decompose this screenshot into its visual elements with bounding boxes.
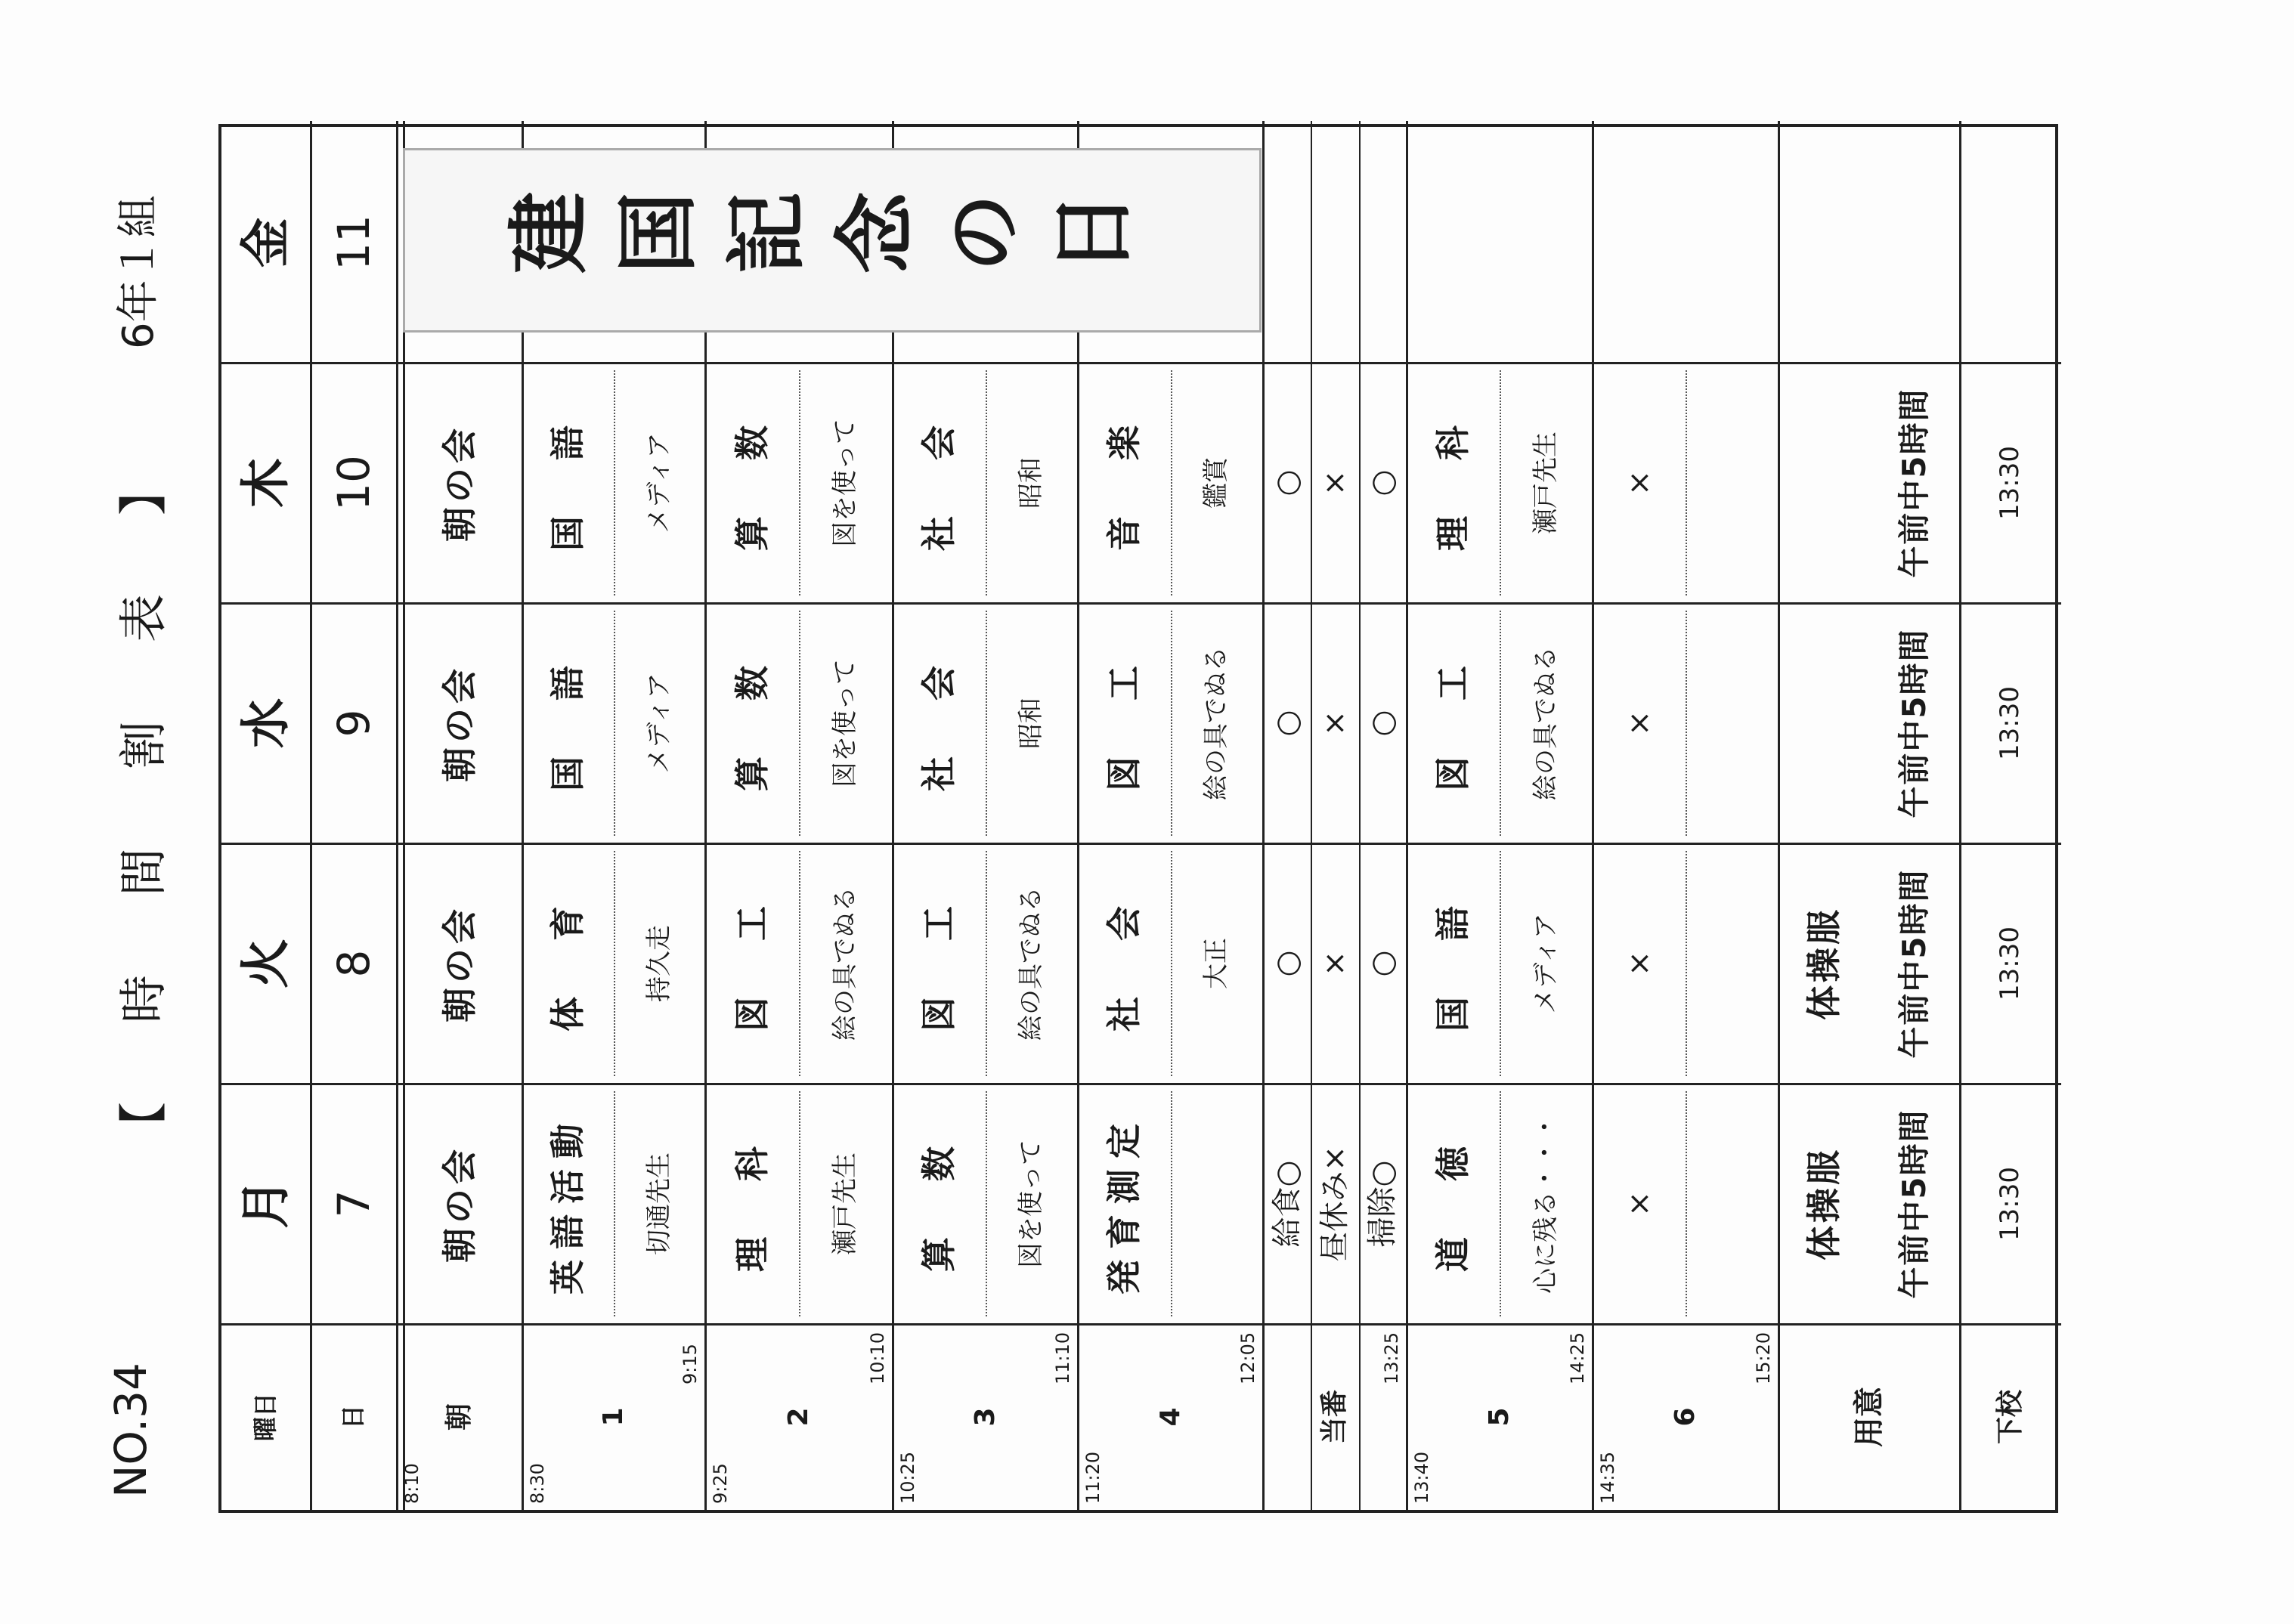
p1-note-mon: 切通先生 [643,1152,674,1255]
p2-subject-mon: 理 科 [731,1136,772,1272]
lunch-tue: ○ [1269,950,1305,977]
dismiss-thu: 13:30 [1995,446,2026,520]
period-label-p4: 4 [1154,1407,1186,1427]
p6-subject-thu: × [1621,470,1657,496]
date-label: 日 [339,1405,368,1430]
period-label-p3: 3 [969,1407,1001,1427]
p2-subject-thu: 算 数 [731,415,772,551]
p5-note-wed: 絵の具でぬる [1530,646,1561,800]
prep-2-mon: 午前中5時間 [1895,1109,1933,1299]
date-header-2: 9 [327,709,379,738]
date-header-1: 8 [327,949,379,978]
prep-1-mon: 体操服 [1803,1147,1844,1261]
recess-tue: × [1317,951,1352,976]
day-header-3: 木 [237,458,296,508]
period-start-morning: 8:10 [401,1463,423,1504]
date-header-3: 10 [327,455,379,511]
p5-subject-tue: 国 語 [1432,896,1474,1032]
p1-subject-wed: 国 語 [547,655,589,791]
p4-note-thu: 鑑賞 [1201,457,1232,509]
class-label: 6年１組 [114,195,163,349]
cleaning-wed: ○ [1365,710,1401,737]
p1-subject-mon: 英語活動 [547,1113,589,1295]
day-header-2: 水 [237,698,296,748]
prep-2-wed: 午前中5時間 [1895,628,1933,818]
prep-2-thu: 午前中5時間 [1895,388,1933,578]
rotated-timetable [105,124,2058,1513]
period-start-p6: 14:35 [1597,1451,1618,1504]
lunch-mon: 給食○ [1269,1160,1305,1248]
recess-mon: 昼休み× [1317,1146,1352,1262]
p2-note-wed: 図を使って [830,659,861,787]
doc-number: NO.34 [105,1363,156,1498]
morning-thu: 朝の会 [438,424,480,542]
dismiss-wed: 13:30 [1995,686,2026,760]
p6-subject-wed: × [1621,710,1657,736]
lunch-thu: ○ [1269,469,1305,496]
dismiss-mon: 13:30 [1995,1167,2026,1241]
p4-subject-mon: 発育測定 [1104,1113,1145,1295]
p4-subject-thu: 音 楽 [1104,415,1145,551]
period-start-p5: 13:40 [1411,1451,1432,1504]
duty-sub-line-1 [1311,121,1312,1510]
period-label-morning: 朝 [444,1403,475,1431]
prep-1-wed [1779,603,1869,843]
period-label-p1: 1 [598,1407,630,1427]
lunch-wed: ○ [1269,710,1305,737]
cleaning-tue: ○ [1365,950,1401,977]
p4-note-tue: 大正 [1201,938,1232,989]
p5-note-thu: 瀬戸先生 [1530,432,1561,534]
p3-subject-tue: 図 工 [918,896,960,1032]
period-label-duty: 当番 [1319,1390,1351,1445]
p1-note-wed: メディア [643,673,674,774]
timetable-title: 【 時 間 割 表 】 [116,452,172,1150]
cleaning-mon: 掃除○ [1365,1160,1401,1248]
period-label-p6: 6 [1670,1407,1701,1427]
p5-subject-thu: 理 科 [1432,415,1474,551]
p4-subject-tue: 社 会 [1104,896,1145,1032]
p1-note-tue: 持久走 [643,925,674,1002]
period-label-p2: 2 [783,1407,815,1427]
p6-subject-mon: × [1621,1191,1657,1217]
period-end-duty: 13:25 [1381,1332,1402,1384]
p6-note-mon [1686,1084,1779,1324]
period-end-p2: 10:10 [867,1332,888,1384]
p2-subject-wed: 算 数 [731,655,772,791]
prep-1-tue: 体操服 [1803,907,1844,1020]
period-label-dismiss: 下校 [1995,1390,2026,1445]
duty-sub-line-2 [1359,121,1361,1510]
p5-note-mon: 心に残る・・・ [1530,1114,1561,1294]
date-header-4: 11 [327,215,379,271]
day-header-4: 金 [237,218,296,268]
p1-note-thu: メディア [643,432,674,534]
recess-wed: × [1317,710,1352,736]
p6-note-wed [1686,603,1779,843]
day-header-0: 月 [237,1179,296,1229]
p3-subject-thu: 社 会 [918,415,960,551]
p2-subject-tue: 図 工 [731,896,772,1032]
day-label: 曜日 [251,1393,280,1442]
day-header-1: 火 [237,939,296,988]
date-header-0: 7 [327,1189,379,1218]
period-start-p1: 8:30 [527,1463,548,1504]
period-end-p1: 9:15 [680,1344,701,1384]
p1-subject-thu: 国 語 [547,415,589,551]
period-label-p5: 5 [1484,1407,1515,1427]
morning-wed: 朝の会 [438,664,480,782]
p3-subject-wed: 社 会 [918,655,960,791]
p3-subject-mon: 算 数 [918,1136,960,1272]
p3-note-mon: 図を使って [1016,1140,1047,1268]
p4-note-mon [1171,1084,1263,1324]
p2-note-tue: 絵の具でぬる [830,886,861,1041]
p6-subject-tue: × [1621,951,1657,976]
holiday-banner: 建国記念の日 [403,148,1262,333]
prep-2-tue: 午前中5時間 [1895,868,1933,1059]
cleaning-thu: ○ [1365,469,1401,496]
period-end-p6: 15:20 [1753,1332,1774,1384]
period-end-p3: 11:10 [1052,1332,1073,1384]
p3-note-tue: 絵の具でぬる [1016,886,1047,1041]
p5-subject-mon: 道 徳 [1432,1136,1474,1272]
dismiss-tue: 13:30 [1995,926,2026,1001]
timetable-grid [218,124,2058,1513]
p1-subject-tue: 体 育 [547,896,589,1032]
p4-note-wed: 絵の具でぬる [1201,646,1232,800]
p6-note-thu [1686,363,1779,603]
p6-note-tue [1686,843,1779,1084]
p5-note-tue: メディア [1530,913,1561,1014]
p2-note-mon: 瀬戸先生 [830,1152,861,1255]
p3-note-wed: 昭和 [1016,698,1047,749]
period-start-p2: 9:25 [710,1463,731,1504]
period-label-prep: 用意 [1852,1387,1887,1447]
period-end-p4: 12:05 [1237,1332,1258,1384]
p3-note-thu: 昭和 [1016,457,1047,509]
recess-thu: × [1317,470,1352,496]
p5-subject-wed: 図 工 [1432,655,1474,791]
period-start-p4: 11:20 [1082,1451,1104,1504]
morning-tue: 朝の会 [438,905,480,1022]
period-end-p5: 14:25 [1567,1332,1588,1384]
period-start-p3: 10:25 [897,1451,918,1504]
p2-note-thu: 図を使って [830,419,861,547]
morning-mon: 朝の会 [438,1145,480,1263]
p4-subject-wed: 図 工 [1104,655,1145,791]
prep-1-thu [1779,363,1869,603]
